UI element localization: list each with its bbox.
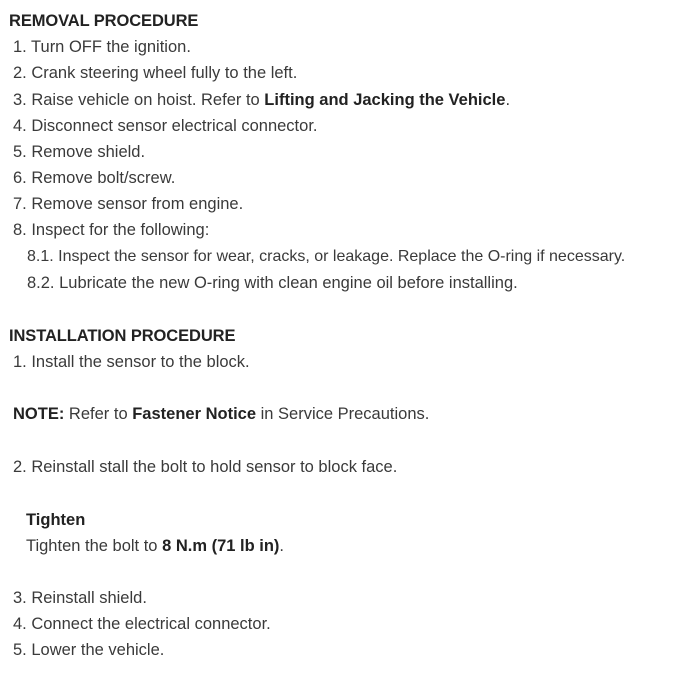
note-label: NOTE: bbox=[13, 405, 65, 423]
installation-step-2: 2. Reinstall stall the bolt to hold sensor to block face. bbox=[13, 458, 398, 476]
fastener-notice-link[interactable]: Fastener Notice bbox=[132, 405, 257, 423]
note-text-2: in Service Precautions. bbox=[256, 405, 430, 423]
removal-heading: REMOVAL PROCEDURE bbox=[9, 12, 199, 30]
installation-step-4: 4. Connect the electrical connector. bbox=[13, 615, 271, 633]
removal-step-6: 6. Remove bolt/screw. bbox=[13, 169, 176, 187]
note bbox=[13, 404, 429, 424]
removal-step-3-end: . bbox=[505, 91, 511, 109]
torque-value: 8 N.m (71 lb in) bbox=[162, 537, 280, 555]
installation-step-3: 3. Reinstall shield. bbox=[13, 589, 147, 607]
installation-step-1: 1. Install the sensor to the block. bbox=[13, 353, 250, 371]
removal-step-8: 8. Inspect for the following: bbox=[13, 221, 210, 239]
removal-step-7: 7. Remove sensor from engine. bbox=[13, 195, 244, 213]
removal-step-4: 4. Disconnect sensor electrical connector. bbox=[13, 117, 318, 135]
tighten-title: Tighten bbox=[26, 511, 86, 529]
tighten-spec bbox=[26, 536, 284, 556]
removal-step-3-text: 3. Raise vehicle on hoist. Refer to bbox=[13, 91, 265, 109]
removal-substep-8-1: 8.1. Inspect the sensor for wear, cracks, or leakage. Replace the O-ring if necessary. bbox=[27, 248, 626, 265]
installation-step-5: 5. Lower the vehicle. bbox=[13, 641, 165, 659]
installation-heading: INSTALLATION PROCEDURE bbox=[9, 327, 236, 345]
note-text-1: Refer to bbox=[64, 405, 133, 423]
removal-step-5: 5. Remove shield. bbox=[13, 143, 146, 161]
removal-substep-8-2: 8.2. Lubricate the new O-ring with clean engine oil before installing. bbox=[27, 274, 518, 292]
tighten-end: . bbox=[279, 537, 285, 555]
lifting-jacking-link[interactable]: Lifting and Jacking the Vehicle bbox=[264, 91, 506, 109]
removal-step-1: 1. Turn OFF the ignition. bbox=[13, 38, 191, 56]
removal-step-3 bbox=[13, 90, 510, 110]
tighten-text: Tighten the bolt to bbox=[26, 537, 163, 555]
removal-step-2: 2. Crank steering wheel fully to the left. bbox=[13, 64, 298, 82]
